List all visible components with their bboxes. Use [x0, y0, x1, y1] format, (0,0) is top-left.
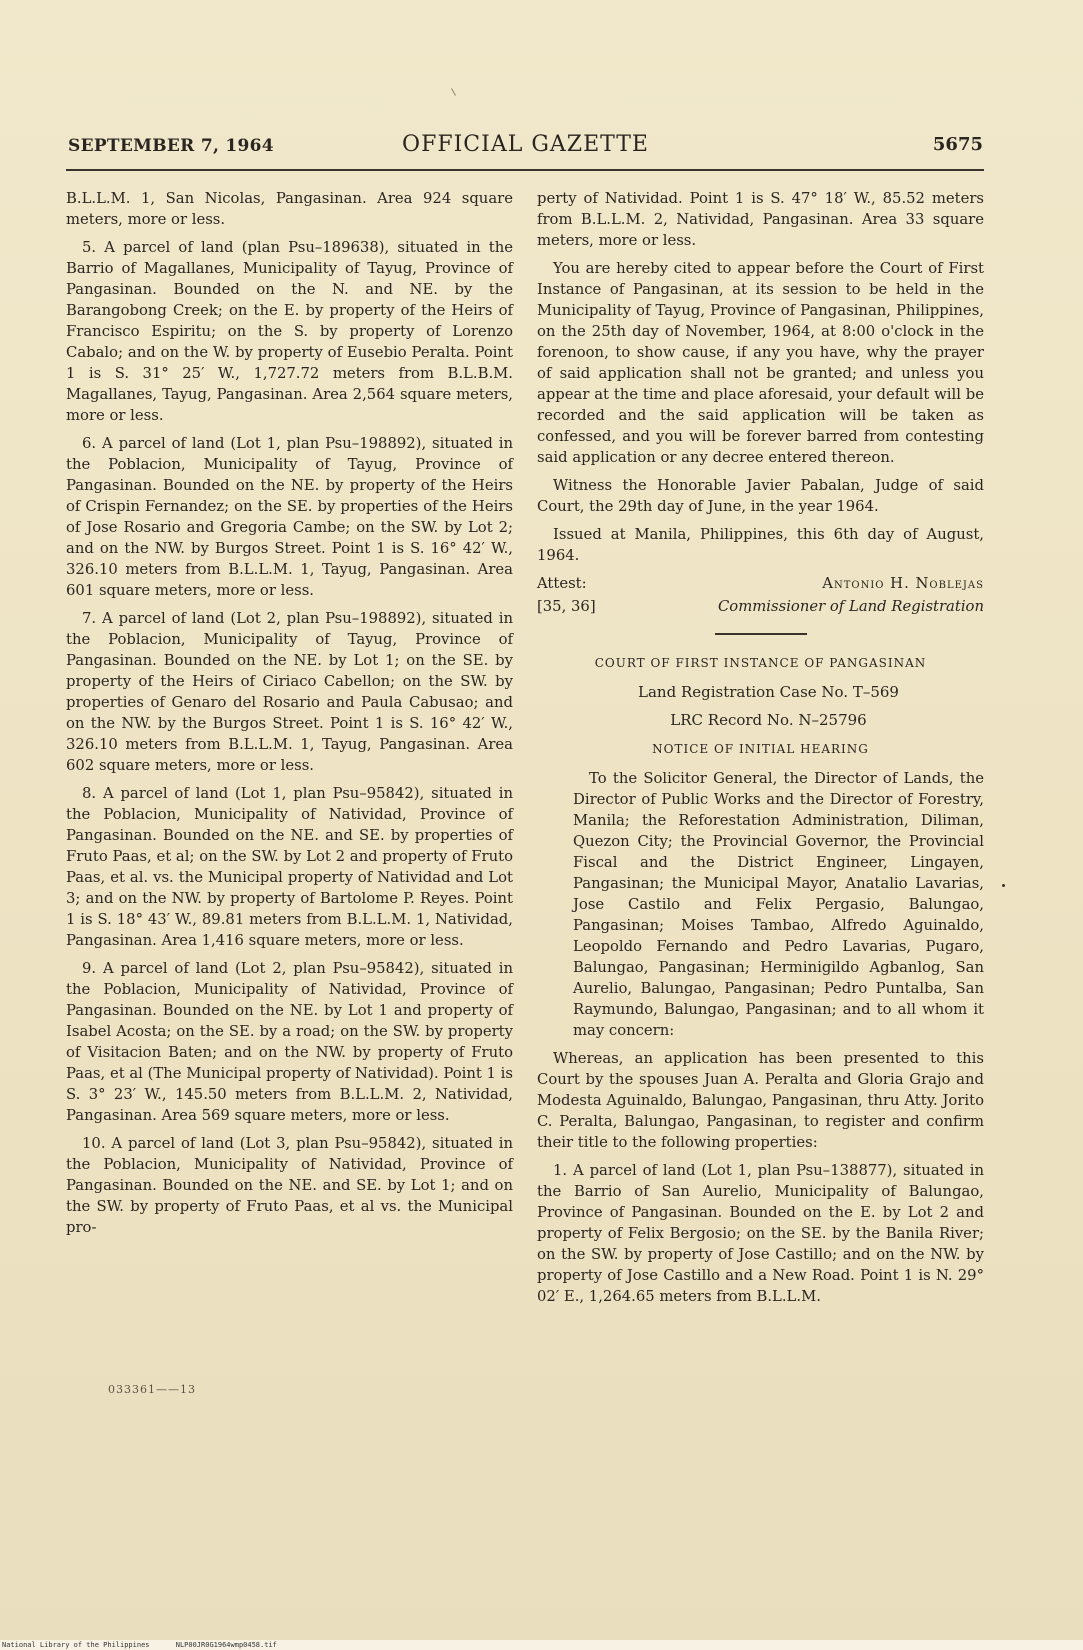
- attest-label: Attest:: [537, 575, 587, 592]
- paragraph: Issued at Manila, Philippines, this 6th day of August, 1964.: [537, 526, 984, 564]
- ink-speck: [1002, 884, 1005, 887]
- paragraph: 10. A parcel of land (Lot 3, plan Psu–95842), situated in the Poblacion, Municipality of Natividad, Province of Pangasinan. Bounded on the NE. and SE. by Lot 1; and on the SW. by property of Fruto Paas, et al vs. the Municipal pro-: [66, 1135, 513, 1236]
- left-column: [66, 188, 513, 1245]
- record-number: LRC Record No. N–25796: [670, 711, 867, 729]
- paragraph: 5. A parcel of land (plan Psu–189638), situated in the Barrio of Magallanes, Municipality of Tayug, Province of Pangasinan. Bounded on the N. and NE. by the Barangobong Creek; on the E. by property of the Heirs of Francisco Espiritu; on the S. by property of Lorenzo Cabalo; and on the W. by property of Eusebio Peralta. Point 1 is S. 31° 25′ W., 1,727.72 meters from B.L.B.M. Magallanes, Tayug, Pangasinan. Area 2,564 square meters, more or less.: [66, 239, 513, 424]
- scan-filename: NLP00JR0G1964wmp0458.tif: [175, 1641, 277, 1649]
- signatory-title: Commissioner of Land Registration: [717, 598, 984, 615]
- header-title: OFFICIAL GAZETTE: [402, 132, 649, 157]
- reference-number: [35, 36]: [537, 598, 596, 615]
- attest-row: [537, 573, 984, 594]
- addressees: To the Solicitor General, the Director of Lands, the Director of Public Works and the Director of Forestry, Manila; the Reforestation Administration, Diliman, Quezon City; the Provincial Governor, the Provincial Fiscal and the District Engineer, Lingayen, Pangasinan; the Municipal Mayor, Anatalio Lavarias, Jose Castilo and Felix Pergasio, Balungao, Pangasinan; Moises Tambao, Alfredo Aguinaldo, Leopoldo Fernando and Pedro Lavarias, Pugaro, Balungao, Pangasinan; Herminigildo Agbanlog, San Aurelio, Balungao, Pangasinan; Pedro Puntalba, San Raymundo, Balungao, Pangasinan; and to all whom it may concern:: [573, 770, 984, 1039]
- print-code: 033361——13: [108, 1383, 196, 1396]
- right-column: [537, 188, 984, 1314]
- paragraph: You are hereby cited to appear before the Court of First Instance of Pangasinan, at its session to be held in the Municipality of Tayug, Province of Pangasinan, Philippines, on the 25th day of November, 1964, at 8:00 o'clock in the forenoon, to show cause, if any you have, why the prayer of said application shall not be granted; and unless you appear at the time and place aforesaid, your default will be recorded and the said application will be taken as confessed, and you will be forever barred from contesting said application or any decree entered thereon.: [537, 260, 984, 466]
- paragraph: Whereas, an application has been presented to this Court by the spouses Juan A. Peralta and Gloria Grajo and Modesta Aguinaldo, Balungao, Pangasinan, thru Atty. Jorito C. Peralta, Balungao, Pangasinan, to register and confirm their title to the following properties:: [537, 1050, 984, 1151]
- library-credit: National Library of the Philippines: [2, 1641, 150, 1649]
- scan-footer: [0, 1640, 1083, 1650]
- paragraph: 6. A parcel of land (Lot 1, plan Psu–198892), situated in the Poblacion, Municipality of Tayug, Province of Pangasinan. Bounded on the NE. by property of the Heirs of Crispin Fernandez; on the SE. by properties of the Heirs of Jose Rosario and Gregoria Cambe; on the SW. by Lot 2; and on the NW. by Burgos Street. Point 1 is S. 16° 42′ W., 326.10 meters from B.L.L.M. 1, Tayug, Pangasinan. Area 601 square meters, more or less.: [66, 435, 513, 599]
- court-heading: COURT OF FIRST INSTANCE OF PANGASINAN: [594, 656, 927, 670]
- signatory-name: Antonio H. Noblejas: [822, 575, 984, 592]
- paragraph: 9. A parcel of land (Lot 2, plan Psu–95842), situated in the Poblacion, Municipality of Natividad, Province of Pangasinan. Bounded on the NE. by Lot 1 and property of Isabel Acosta; on the SE. by a road; on the SW. by property of Visitacion Baten; and on the NW. by property of Fruto Paas, et al (The Municipal property of Natividad). Point 1 is S. 3° 23′ W., 145.50 meters from B.L.L.M. 2, Natividad, Pangasinan. Area 569 square meters, more or less.: [66, 960, 513, 1124]
- paragraph: 1. A parcel of land (Lot 1, plan Psu–138877), situated in the Barrio of San Aurelio, Municipality of Balungao, Province of Pangasinan. Bounded on the E. by Lot 2 and property of Felix Bergosio; on the SE. by the Banila River; on the SW. by property of Jose Castillo; and on the NW. by property of Jose Castillo and a New Road. Point 1 is N. 29° 02′ E., 1,264.65 meters from B.L.L.M.: [537, 1162, 984, 1305]
- paragraph: B.L.L.M. 1, San Nicolas, Pangasinan. Area 924 square meters, more or less.: [66, 190, 513, 228]
- paragraph: 7. A parcel of land (Lot 2, plan Psu–198892), situated in the Poblacion, Municipality of Tayug, Province of Pangasinan. Bounded on the NE. by Lot 1; on the SE. by property of the Heirs of Ciriaco Cabellon; on the SW. by properties of Genaro del Rosario and Paula Cabusao; and on the NW. by the Burgos Street. Point 1 is S. 16° 42′ W., 326.10 meters from B.L.L.M. 1, Tayug, Pangasinan. Area 602 square meters, more or less.: [66, 610, 513, 774]
- section-divider: [715, 633, 807, 635]
- case-number: Land Registration Case No. T–569: [638, 683, 899, 701]
- paragraph: 8. A parcel of land (Lot 1, plan Psu–95842), situated in the Poblacion, Municipality of Natividad, Province of Pangasinan. Bounded on the NE. and SE. by properties of Fruto Paas, et al; on the SW. by Lot 2 and property of Fruto Paas, et al. vs. the Municipal property of Natividad and Lot 3; and on the NW. by property of Bartolome P. Reyes. Point 1 is S. 18° 43′ W., 89.81 meters from B.L.L.M. 1, Natividad, Pangasinan. Area 1,416 square meters, more or less.: [66, 785, 513, 949]
- paragraph: perty of Natividad. Point 1 is S. 47° 18′ W., 85.52 meters from B.L.L.M. 2, Natividad, Pangasinan. Area 33 square meters, more or less.: [537, 190, 984, 249]
- notice-heading: NOTICE OF INITIAL HEARING: [652, 742, 869, 756]
- signature-row: [537, 596, 984, 617]
- running-head: [68, 132, 983, 164]
- paragraph: Witness the Honorable Javier Pabalan, Judge of said Court, the 29th day of June, in the year 1964.: [537, 477, 984, 515]
- header-date: SEPTEMBER 7, 1964: [68, 136, 274, 156]
- page-number: 5675: [932, 134, 983, 155]
- header-rule: [66, 169, 984, 171]
